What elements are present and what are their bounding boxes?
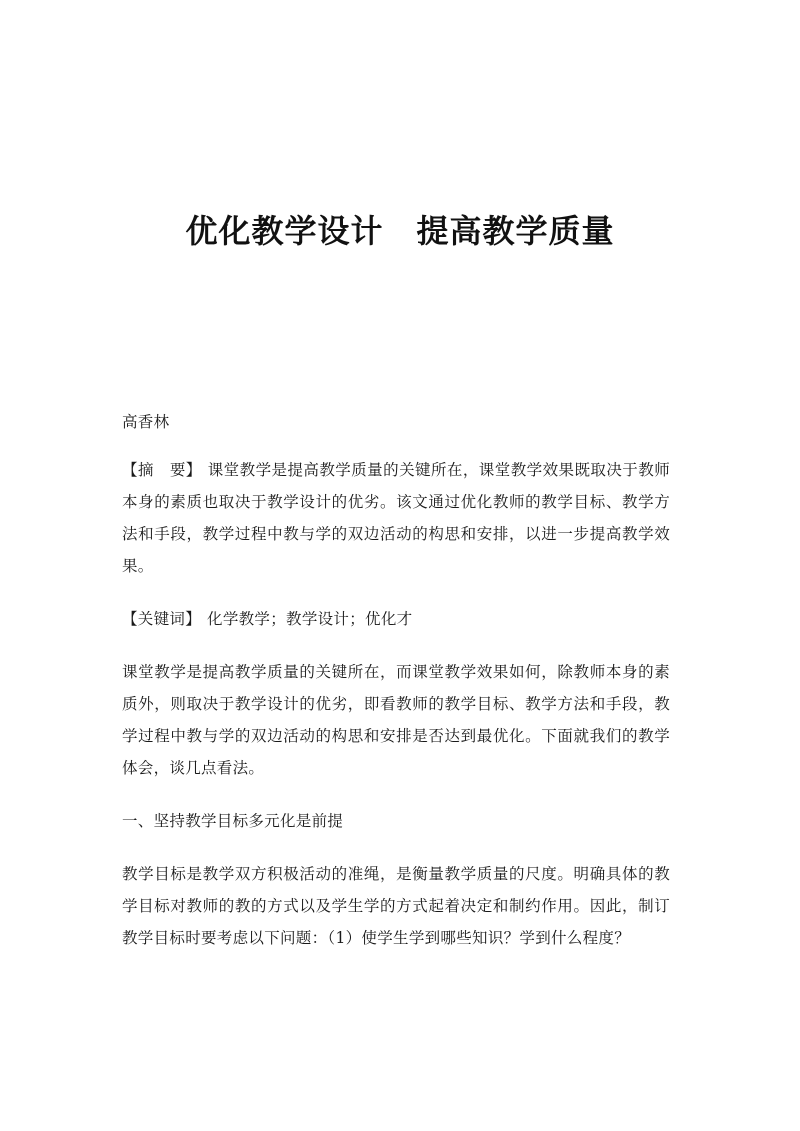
keywords-label: 【关键词】 <box>122 610 202 628</box>
abstract-paragraph <box>122 454 670 582</box>
abstract-label: 【摘 要】 <box>122 461 202 479</box>
document-body <box>122 406 670 954</box>
keywords-text: 化学教学；教学设计；优化才 <box>207 610 413 628</box>
author-name: 高香林 <box>122 413 170 431</box>
abstract-text: 课堂教学是提高教学质量的关键所在，课堂教学效果既取决于教师本身的素质也取决于教学设计的优劣。该文通过优化教师的教学目标、教学方法和手段，教学过程中教与学的双边活动的构思和安排，以进一步提高教学效果。 <box>122 461 670 575</box>
section-paragraph: 教学目标是教学双方积极活动的准绳，是衡量教学质量的尺度。明确具体的教学目标对教师的教的方式以及学生学的方式起着决定和制约作用。因此，制订教学目标时要考虑以下问题：（1）使学生学到哪些知识？学到什么程度？ <box>122 865 670 947</box>
keywords-paragraph <box>122 603 670 635</box>
intro-paragraph: 课堂教学是提高教学质量的关键所在，而课堂教学效果如何，除教师本身的素质外，则取决于教学设计的优劣，即看教师的教学目标、教学方法和手段，教学过程中教与学的双边活动的构思和安排是否达到最优化。下面就我们的教学体会，谈几点看法。 <box>122 663 670 777</box>
section-heading: 一、坚持教学目标多元化是前提 <box>122 812 344 830</box>
document-title: 优化教学设计 提高教学质量 <box>185 212 615 251</box>
